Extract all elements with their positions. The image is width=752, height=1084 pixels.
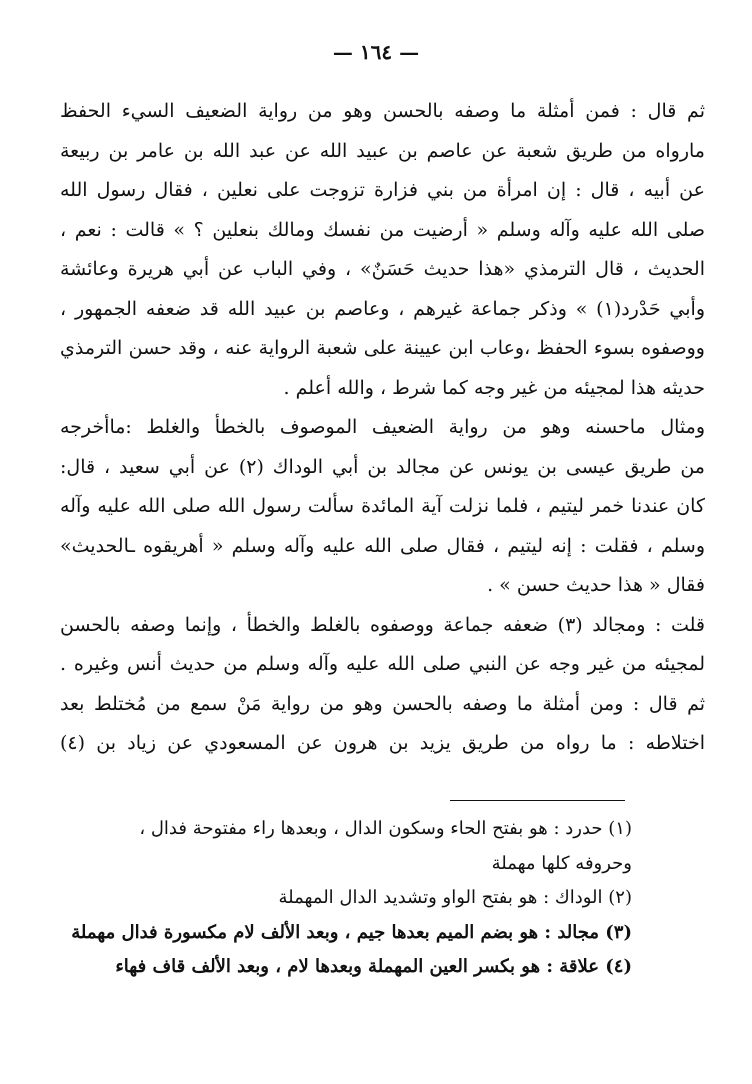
text-line: صلى الله عليه وآله وسلم « أرضيت من نفسك ومالك بنعلين ؟ » قالت : نعم ، xyxy=(60,218,705,241)
footnotes xyxy=(60,812,632,985)
text-line: وأبي حَدْرد(١) » وذكر جماعة غيرهم ، وعاصم بن عبيد الله قد ضعفه الجمهور ، xyxy=(60,297,705,320)
footnote-line: (٤) علاقة : هو بكسر العين المهملة وبعدها لام ، وبعد الألف قاف فهاء xyxy=(115,956,632,977)
text-line: فقال « هذا حديث حسن » . xyxy=(487,574,705,596)
text-line: اختلاطه : ما رواه من طريق يزيد بن هرون عن المسعودي عن زياد بن (٤) xyxy=(60,732,705,754)
text-line: مارواه من طريق شعبة عن عاصم بن عبيد الله عن عبد الله بن عامر بن ربيعة xyxy=(60,139,705,162)
text-line: ووصفوه بسوء الحفظ ،وعاب ابن عيينة على شعبة الرواية عنه ، وقد حسن الترمذي xyxy=(60,337,705,359)
footnote-line: (٢) الوداك : هو بفتح الواو وتشديد الدال المهملة xyxy=(278,887,632,908)
body-text xyxy=(60,92,705,764)
text-line: ثم قال : فمن أمثلة ما وصفه بالحسن وهو من رواية الضعيف السيء الحفظ xyxy=(60,100,705,122)
text-line: لمجيئه من غير وجه عن النبي صلى الله عليه وآله وسلم من حديث أنس وغيره . xyxy=(60,653,705,675)
page-number: — ١٦٤ — xyxy=(332,40,420,64)
footnote-separator xyxy=(450,800,625,801)
text-line: عن أبيه ، قال : إن امرأة من بني فزارة تزوجت على نعلين ، فقال رسول الله xyxy=(60,179,705,201)
footnote-line: (١) حدرد : هو بفتح الحاء وسكون الدال ، وبعدها راء مفتوحة فدال ، xyxy=(139,818,632,839)
footnote-line: وحروفه كلها مهملة xyxy=(491,852,632,874)
text-line: قلت : ومجالد (٣) ضعفه جماعة ووصفوه بالغلط والخطأ ، وإنما وصفه بالحسن xyxy=(60,613,705,636)
text-line: كان عندنا خمر ليتيم ، فلما نزلت آية المائدة سألت رسول الله صلى الله عليه وآله xyxy=(60,495,705,517)
footnote-line: (٣) مجالد : هو بضم الميم بعدها جيم ، وبعد الألف لام مكسورة فدال مهملة xyxy=(71,921,632,943)
text-line: ومثال ماحسنه وهو من رواية الضعيف الموصوف بالخطأ والغلط :ماأخرجه xyxy=(60,416,705,438)
text-line: حديثه هذا لمجيئه من غير وجه كما شرط ، والله أعلم . xyxy=(283,376,705,399)
text-line: من طريق عيسى بن يونس عن مجالد بن أبي الوداك (٢) عن أبي سعيد ، قال: xyxy=(60,455,705,478)
text-line: وسلم ، فقلت : إنه ليتيم ، فقال صلى الله عليه وآله وسلم « أهريقوه ـالحديث» xyxy=(60,534,705,557)
text-line: الحديث ، قال الترمذي «هذا حديث حَسَنٌ» ، وفي الباب عن أبي هريرة وعائشة xyxy=(60,258,705,280)
text-line: ثم قال : ومن أمثلة ما وصفه بالحسن وهو من رواية مَنْ سمع من مُختلط بعد xyxy=(60,692,705,715)
